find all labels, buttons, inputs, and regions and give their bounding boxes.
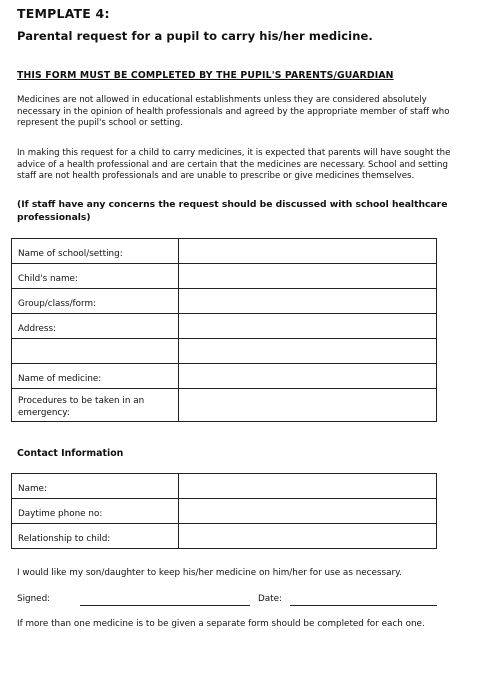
pupil-details-table bbox=[11, 238, 437, 422]
signed-label: Signed: bbox=[17, 594, 51, 604]
signature-field[interactable] bbox=[80, 605, 250, 606]
table-row bbox=[12, 339, 437, 364]
contact-name-field[interactable] bbox=[179, 474, 437, 499]
template-title: TEMPLATE 4: bbox=[17, 6, 110, 21]
emergency-procedures-field[interactable] bbox=[179, 389, 437, 422]
school-name-field[interactable] bbox=[179, 239, 437, 264]
concerns-paragraph bbox=[17, 198, 494, 224]
contact-name-label: Name: bbox=[12, 474, 179, 499]
table-row bbox=[12, 264, 437, 289]
medicine-name-label: Name of medicine: bbox=[12, 364, 179, 389]
group-class-label: Group/class/form: bbox=[12, 289, 179, 314]
intro-paragraph-line: necessary in the opinion of health professionals and agreed by the appropriate member of staff who bbox=[17, 106, 450, 117]
table-row bbox=[12, 389, 437, 422]
request-paragraph bbox=[17, 148, 494, 183]
date-label: Date: bbox=[258, 594, 282, 604]
form-subtitle: Parental request for a pupil to carry his/her medicine. bbox=[17, 29, 373, 43]
emergency-procedures-label: Procedures to be taken in an emergency: bbox=[12, 389, 179, 422]
intro-paragraph-line: Medicines are not allowed in educational establishments unless they are considered absolutely bbox=[17, 95, 427, 105]
date-field[interactable] bbox=[290, 605, 437, 606]
school-name-label: Name of school/setting: bbox=[12, 239, 179, 264]
relationship-label: Relationship to child: bbox=[12, 524, 179, 549]
table-row bbox=[12, 314, 437, 339]
concerns-paragraph-line: (If staff have any concerns the request should be discussed with school healthcare bbox=[17, 199, 448, 210]
relationship-field[interactable] bbox=[179, 524, 437, 549]
address-continued-field[interactable] bbox=[179, 339, 437, 364]
child-name-label: Child's name: bbox=[12, 264, 179, 289]
address-label: Address: bbox=[12, 314, 179, 339]
medicine-name-field[interactable] bbox=[179, 364, 437, 389]
request-paragraph-line: staff are not health professionals and are unable to prescribe or give medicines themselves. bbox=[17, 171, 415, 181]
concerns-paragraph-line: professionals) bbox=[17, 212, 91, 223]
daytime-phone-label: Daytime phone no: bbox=[12, 499, 179, 524]
daytime-phone-field[interactable] bbox=[179, 499, 437, 524]
intro-paragraph-line: represent the pupil's school or setting. bbox=[17, 118, 183, 128]
table-row bbox=[12, 524, 437, 549]
group-class-field[interactable] bbox=[179, 289, 437, 314]
permission-statement: I would like my son/daughter to keep his/her medicine on him/her for use as necessary. bbox=[17, 568, 402, 578]
intro-paragraph bbox=[17, 95, 494, 130]
table-row bbox=[12, 239, 437, 264]
table-row bbox=[12, 499, 437, 524]
address-field[interactable] bbox=[179, 314, 437, 339]
request-paragraph-line: advice of a health professional and are certain that the medicines are necessary. School and setting bbox=[17, 159, 448, 170]
contact-information-heading: Contact Information bbox=[17, 448, 124, 459]
address-continued-cell[interactable] bbox=[12, 339, 179, 364]
contact-information-table bbox=[11, 473, 437, 549]
table-row bbox=[12, 289, 437, 314]
table-row bbox=[12, 364, 437, 389]
table-row bbox=[12, 474, 437, 499]
child-name-field[interactable] bbox=[179, 264, 437, 289]
footer-note: If more than one medicine is to be given a separate form should be completed for each one. bbox=[17, 619, 425, 629]
completion-notice: THIS FORM MUST BE COMPLETED BY THE PUPIL'S PARENTS/GUARDIAN bbox=[17, 70, 394, 81]
request-paragraph-line: In making this request for a child to carry medicines, it is expected that parents will have sought the bbox=[17, 148, 451, 158]
